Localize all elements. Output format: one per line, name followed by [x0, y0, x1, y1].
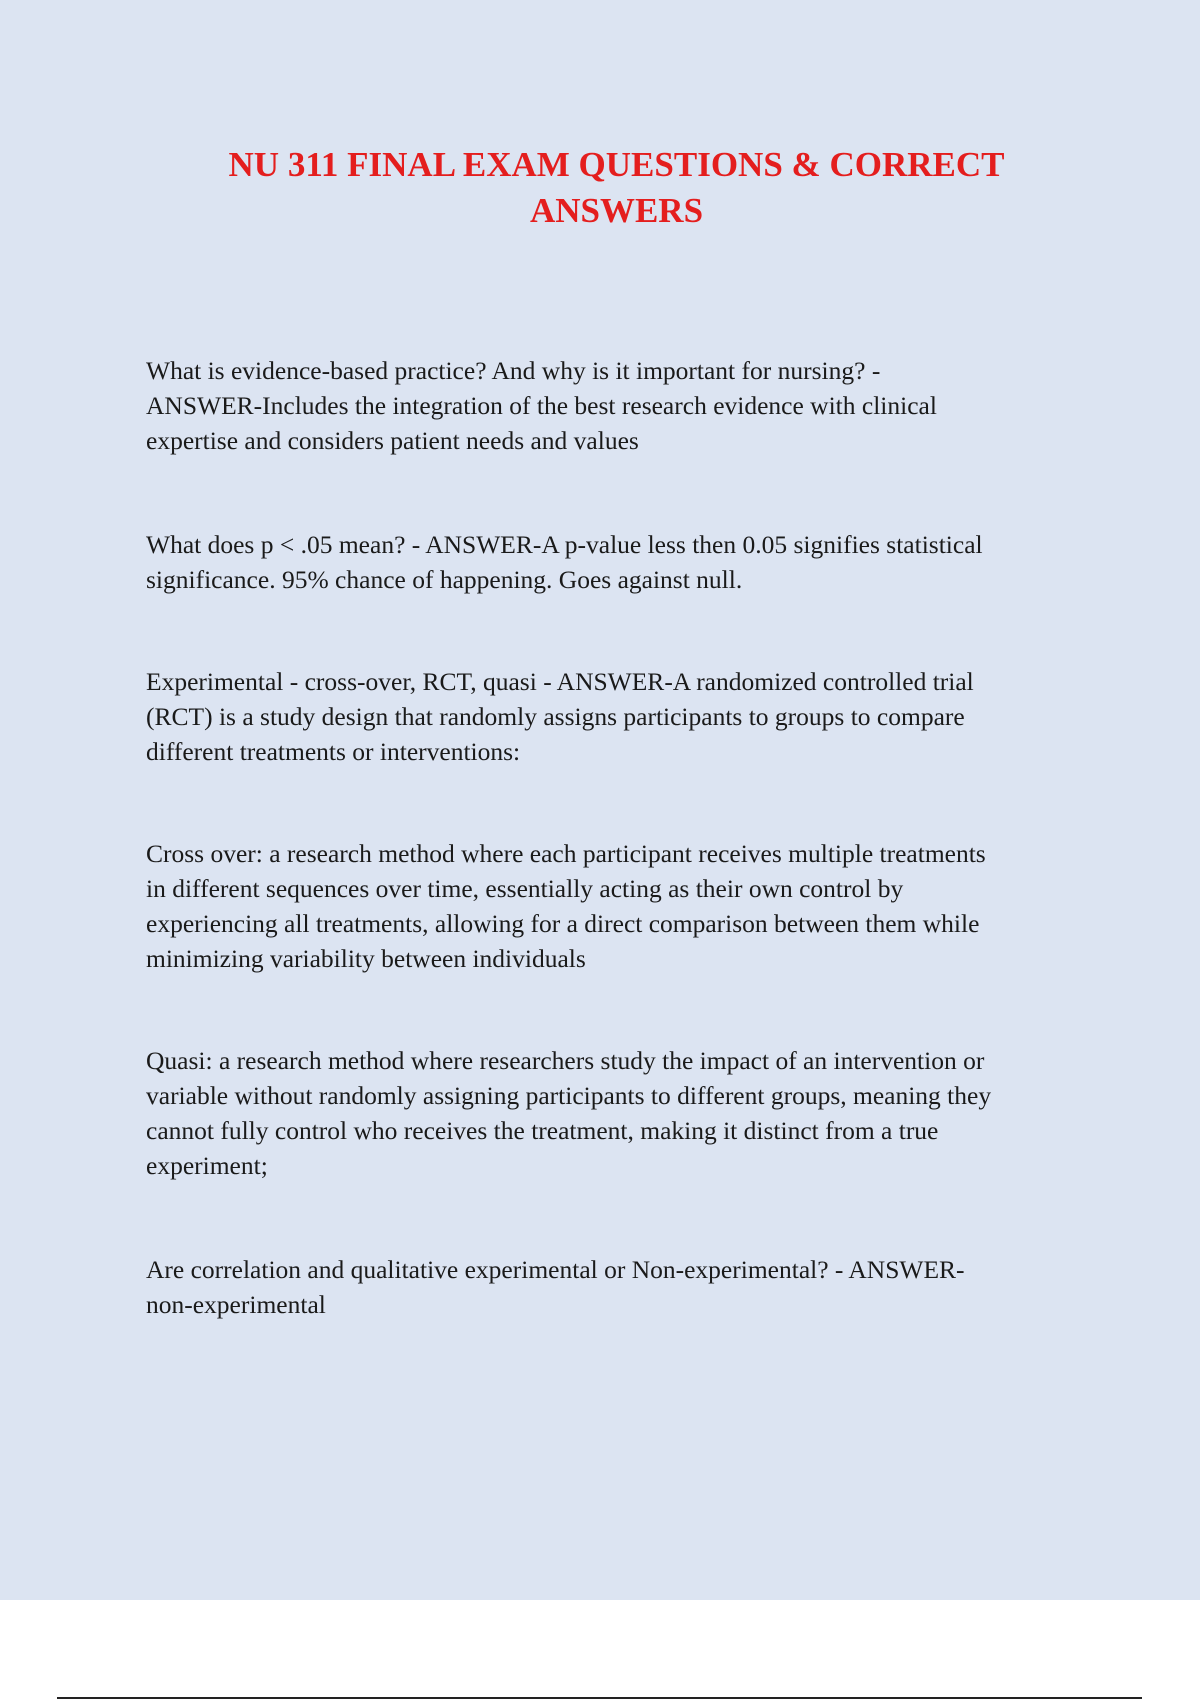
qa-entry-experimental [146, 664, 1086, 769]
entry-line: What is evidence-based practice? And why is it important for nursing? - [146, 356, 881, 385]
entry-line: What does p < .05 mean? - ANSWER-A p-value less then 0.05 signifies statistical [146, 530, 983, 559]
entry-line: experiment; [146, 1151, 268, 1180]
entry-line: different treatments or interventions: [146, 737, 521, 766]
entry-line: experiencing all treatments, allowing for a direct comparison between them while [146, 909, 980, 938]
entry-line: Quasi: a research method where researchers study the impact of an intervention or [146, 1046, 985, 1075]
entry-line: ANSWER-Includes the integration of the best research evidence with clinical [146, 391, 937, 420]
qa-entry-evidence-based-practice [146, 353, 1086, 458]
entry-line: significance. 95% chance of happening. Goes against null. [146, 565, 743, 594]
entry-line: non-experimental [146, 1290, 326, 1319]
entry-line: Cross over: a research method where each participant receives multiple treatments [146, 839, 986, 868]
qa-entry-correlation-qualitative [146, 1252, 1086, 1322]
entry-line: in different sequences over time, essentially acting as their own control by [146, 874, 904, 903]
title-line-2: ANSWERS [529, 191, 704, 230]
entry-line: expertise and considers patient needs and values [146, 426, 639, 455]
qa-entry-cross-over [146, 836, 1086, 976]
title-line-1: NU 311 FINAL EXAM QUESTIONS & CORRECT [228, 145, 1005, 184]
qa-entry-quasi [146, 1043, 1086, 1183]
entry-line: variable without randomly assigning participants to different groups, meaning they [146, 1081, 992, 1110]
entry-line: minimizing variability between individuals [146, 944, 586, 973]
entry-line: Are correlation and qualitative experimental or Non-experimental? - ANSWER- [146, 1255, 965, 1284]
entry-line: (RCT) is a study design that randomly assigns participants to groups to compare [146, 702, 965, 731]
entry-line: cannot fully control who receives the treatment, making it distinct from a true [146, 1116, 939, 1145]
qa-entry-p-value [146, 527, 1086, 597]
document-title [0, 142, 1200, 234]
footer-divider [57, 1697, 1142, 1699]
entry-line: Experimental - cross-over, RCT, quasi - ANSWER-A randomized controlled trial [146, 667, 974, 696]
